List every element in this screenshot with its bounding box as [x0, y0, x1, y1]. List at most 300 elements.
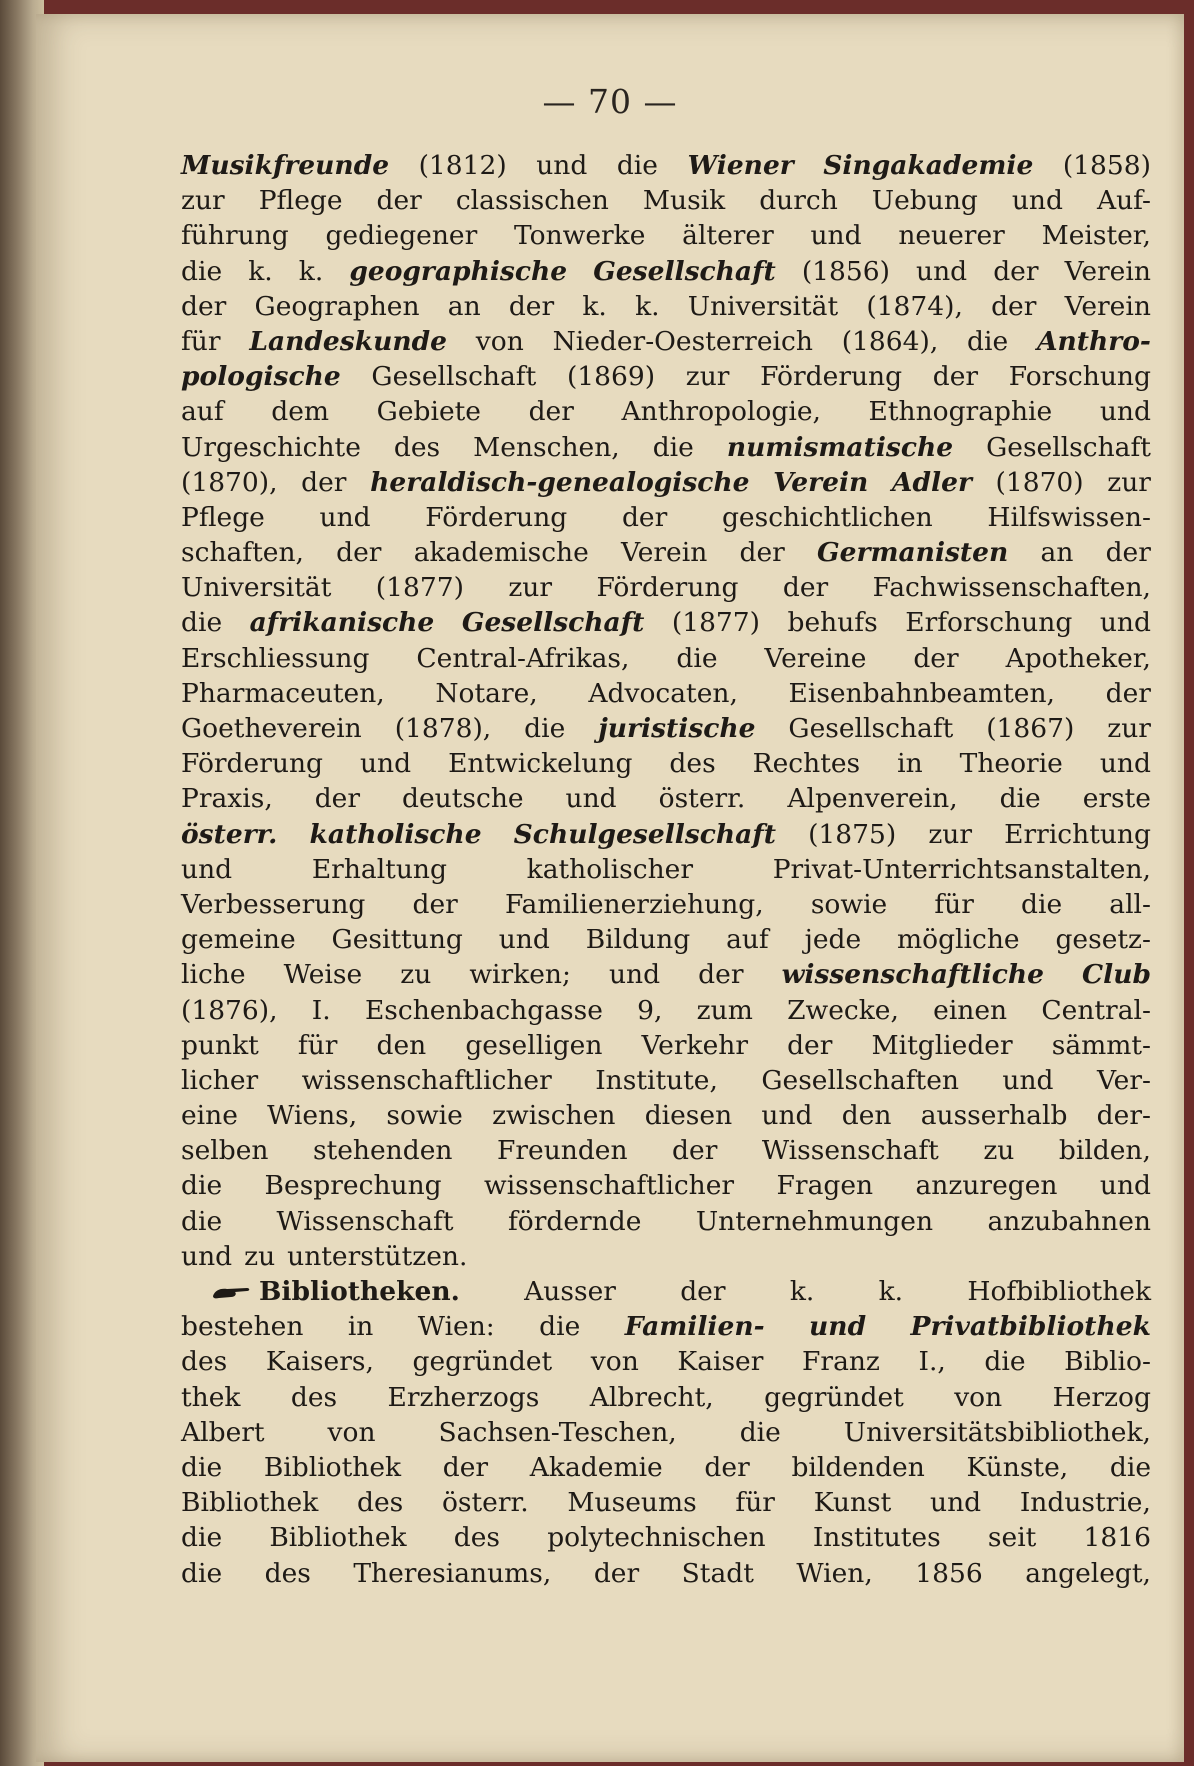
word: Fragen: [776, 1170, 874, 1202]
word: Forschung: [1008, 361, 1151, 393]
word: die: [739, 1416, 781, 1448]
word: Errichtung: [1004, 818, 1151, 850]
word: Industrie,: [1019, 1487, 1151, 1519]
word: der: [376, 185, 422, 217]
word: österr.: [658, 783, 746, 815]
text-line: [181, 1204, 1151, 1239]
word: die: [652, 431, 694, 463]
word: (1858): [1062, 150, 1151, 181]
word: Gesellschaft: [986, 431, 1151, 463]
word: gemeine: [181, 924, 296, 956]
word: Nieder-Oesterreich: [552, 325, 813, 357]
word: der: [301, 466, 347, 498]
word: zur: [1107, 713, 1151, 744]
word: den: [841, 1100, 892, 1132]
word: Advocaten,: [588, 677, 738, 709]
word: punkt: [181, 1029, 259, 1061]
word: zu: [983, 1135, 1015, 1167]
word: Pflege: [181, 501, 265, 533]
word: (1877): [375, 572, 464, 604]
text-line: [181, 852, 1151, 887]
word: unterstützen.: [287, 1240, 468, 1272]
word: Bildung: [585, 924, 691, 956]
text-line: [181, 1520, 1151, 1555]
word: und: [608, 959, 661, 991]
text-line: [181, 218, 1151, 253]
word: (1867): [986, 713, 1075, 744]
word: ausserhalb: [920, 1100, 1068, 1132]
word: Theorie: [959, 748, 1063, 780]
word: und: [930, 1487, 982, 1519]
word: Hofbibliothek: [967, 1276, 1151, 1307]
word: der: [1105, 677, 1151, 709]
word: Pharmaceuten,: [181, 677, 385, 709]
word: der: [787, 1029, 833, 1061]
word: Institutes: [812, 1522, 941, 1554]
word: Wien,: [796, 1557, 873, 1589]
word: der: [932, 361, 979, 393]
word: Kaisers,: [265, 1346, 374, 1378]
word: Freunden: [496, 1135, 628, 1167]
text-line: [181, 605, 1151, 640]
word: stehenden: [312, 1135, 453, 1167]
word: Uebung: [871, 185, 978, 217]
word: von: [954, 1381, 1003, 1413]
word: juristische: [598, 713, 756, 744]
word: 9,: [637, 994, 663, 1026]
word: Wien:: [417, 1311, 495, 1343]
word: und: [810, 220, 862, 252]
word: Wiener: [687, 150, 794, 181]
word: Urgeschichte: [181, 431, 361, 463]
text-line: [181, 746, 1151, 781]
text-line: [181, 1133, 1151, 1168]
word: gegründet: [764, 1381, 904, 1413]
word: jede: [804, 924, 862, 956]
text-line: [181, 1309, 1151, 1344]
word: numismatische: [726, 431, 954, 463]
text-line: [181, 641, 1151, 676]
text-line: [181, 676, 1151, 711]
word: Gesellschaft: [461, 607, 645, 639]
word: die: [999, 783, 1041, 815]
word: die: [1021, 888, 1063, 920]
word: Familien-: [624, 1311, 765, 1343]
word: Hilfswissen-: [987, 501, 1151, 533]
word: und: [1002, 1064, 1054, 1096]
word: I.: [311, 994, 331, 1026]
word: thek: [181, 1381, 241, 1413]
word: Wissenschaft: [276, 1205, 454, 1237]
word: Gesittung: [331, 924, 463, 956]
word: Pflege: [258, 185, 343, 217]
word: für: [934, 888, 974, 920]
text-line: [181, 781, 1151, 816]
word: erste: [1082, 783, 1151, 815]
word: Ver-: [1096, 1064, 1151, 1096]
word: katholische: [309, 818, 482, 850]
word: Praxis,: [181, 783, 273, 815]
word: heraldisch-genealogische: [370, 466, 750, 498]
word: Herzog: [1052, 1381, 1151, 1413]
word: schaften,: [181, 537, 304, 569]
word: afrikanische: [249, 607, 435, 639]
word: Privatbibliothek: [910, 1311, 1151, 1343]
word: und: [181, 1240, 233, 1272]
word: (1870): [995, 466, 1084, 498]
word: licher: [181, 1064, 259, 1096]
word: Verein: [621, 537, 708, 569]
word: Erzherzogs: [387, 1381, 540, 1413]
word: in: [347, 1311, 374, 1343]
word: die: [181, 607, 223, 639]
word: wissenschaftlicher: [484, 1170, 735, 1202]
word: Landeskunde: [249, 325, 447, 357]
word: den: [376, 1029, 427, 1061]
word: Notare,: [435, 677, 538, 709]
word: Wissenschaft: [761, 1135, 939, 1167]
word: und: [565, 783, 617, 815]
word: der: [528, 396, 574, 428]
word: die: [539, 1311, 581, 1343]
word: für: [735, 1487, 775, 1519]
word: Verbesserung: [181, 888, 366, 920]
word: I.,: [918, 1346, 946, 1378]
word: anzuregen: [915, 1170, 1058, 1202]
word: liche: [181, 959, 246, 991]
word: der: [993, 255, 1039, 287]
word: Universitätsbibliothek,: [843, 1416, 1151, 1448]
word: zum: [696, 994, 753, 1026]
word: akademische: [413, 537, 589, 569]
word: Familienerziehung,: [504, 888, 764, 920]
word: deutsche: [402, 783, 524, 815]
text-line: [181, 183, 1151, 218]
word: Anthropologie,: [621, 396, 821, 428]
text-line: [181, 887, 1151, 922]
word: Institute,: [595, 1064, 718, 1096]
word: die: [524, 713, 566, 744]
word: Fachwissenschaften,: [872, 572, 1151, 604]
word: Central-Afrikas,: [416, 642, 630, 674]
word: für: [297, 1029, 338, 1061]
word: Verein: [1064, 255, 1151, 287]
text-line: [181, 1380, 1151, 1415]
word: Ausser: [524, 1276, 616, 1307]
word: Goetheverein: [181, 713, 362, 744]
word: polytechnischen: [547, 1522, 766, 1554]
word: der: [913, 642, 959, 674]
word: Weise: [283, 959, 363, 991]
word: Erforschung: [905, 607, 1073, 639]
word: bestehen: [181, 1311, 304, 1343]
word: (1876),: [181, 994, 278, 1026]
word: Museums: [567, 1487, 697, 1519]
word: geselligen: [465, 1029, 603, 1061]
word: Förderung: [425, 501, 568, 533]
word: der: [621, 501, 668, 533]
word: von: [475, 325, 524, 357]
word: wirken;: [469, 959, 571, 991]
word: Künste,: [966, 1451, 1069, 1483]
word: die: [181, 255, 223, 287]
word: und: [1099, 748, 1151, 780]
word: zur: [685, 361, 730, 393]
word: Kaiser: [677, 1346, 764, 1378]
text-line: [181, 957, 1151, 992]
word: Meister,: [1041, 220, 1151, 252]
word: Menschen,: [473, 431, 620, 463]
section-heading-text: Bibliotheken.: [259, 1276, 460, 1307]
word: der: [704, 1451, 750, 1483]
word: die: [181, 1451, 223, 1483]
word: Tonwerke: [514, 220, 646, 252]
word: Albert: [181, 1416, 265, 1448]
word: (1877): [671, 607, 760, 639]
word: der: [680, 1276, 726, 1307]
word: der: [181, 290, 227, 322]
word: Förderung: [760, 361, 903, 393]
text-line: [181, 148, 1151, 183]
word: des: [357, 1487, 404, 1519]
text-line: [181, 1485, 1151, 1520]
word: (1875): [808, 818, 897, 850]
word: österr.: [441, 1487, 529, 1519]
word: von: [590, 1346, 639, 1378]
text-line: [181, 570, 1151, 605]
word: Verein: [1064, 290, 1151, 322]
word: die: [181, 1170, 223, 1202]
word: Wiens,: [267, 1100, 358, 1132]
word: und: [1011, 185, 1063, 217]
word: Förderung: [181, 748, 323, 780]
word: k.: [248, 255, 273, 287]
word: der: [508, 290, 555, 322]
word: der: [336, 537, 382, 569]
word: angelegt,: [1025, 1557, 1151, 1589]
word: des: [181, 1346, 228, 1378]
word: und: [498, 924, 550, 956]
word: (1869): [566, 361, 656, 393]
word: bildenden: [791, 1451, 925, 1483]
word: der: [314, 783, 361, 815]
word: und: [1099, 1170, 1151, 1202]
word: der: [672, 1135, 718, 1167]
word: neuerer: [898, 220, 1005, 252]
word: Musik: [642, 185, 726, 217]
word: des: [393, 431, 441, 463]
word: der: [698, 959, 744, 991]
word: und: [809, 1311, 867, 1343]
word: diesen: [644, 1100, 733, 1132]
word: sowie: [810, 888, 888, 920]
word: zu: [400, 959, 432, 991]
word: Universität: [687, 290, 839, 322]
word: zur: [508, 572, 553, 604]
word: gediegener: [325, 220, 478, 252]
section-heading-line: [181, 1274, 1151, 1309]
word: anzubahnen: [987, 1205, 1151, 1237]
word: Club: [1082, 959, 1151, 991]
word: Verkehr: [641, 1029, 748, 1061]
word: Anthro-: [1036, 325, 1151, 357]
word: der-: [1096, 1100, 1151, 1132]
word: Vereine: [764, 642, 867, 674]
word: des: [453, 1522, 501, 1554]
text-line: [181, 359, 1151, 394]
word: zur: [181, 185, 225, 217]
word: geographische: [349, 255, 568, 287]
word: Verein: [773, 466, 869, 498]
text-line: [181, 993, 1151, 1028]
word: Besprechung: [264, 1170, 442, 1202]
word: die: [181, 1557, 223, 1589]
word: die: [676, 642, 718, 674]
word: Universität: [181, 572, 332, 604]
word: (1864),: [841, 325, 939, 357]
word: in: [897, 748, 923, 780]
word: k.: [878, 1276, 904, 1307]
text-line: [181, 394, 1151, 429]
word: Kunst: [813, 1487, 892, 1519]
text-line: [181, 1239, 1151, 1274]
word: Eschenbachgasse: [364, 994, 603, 1026]
word: k.: [582, 290, 607, 322]
word: zur: [928, 818, 973, 850]
word: des: [290, 1381, 338, 1413]
page-number: — 70 —: [542, 82, 678, 121]
word: Gesellschaft: [788, 713, 954, 744]
word: älterer: [682, 220, 774, 252]
text-line: [181, 1344, 1151, 1379]
word: Central-: [1041, 994, 1151, 1026]
word: seit: [987, 1522, 1037, 1554]
book-page: [36, 14, 1184, 1762]
word: selben: [181, 1135, 269, 1167]
word: einen: [933, 994, 1008, 1026]
text-line: [181, 465, 1151, 500]
word: pologische: [181, 361, 341, 393]
word: Geographen: [254, 290, 420, 322]
word: an: [1040, 537, 1074, 569]
word: des: [669, 748, 716, 780]
word: Bibliothek: [263, 1451, 402, 1483]
word: und: [1099, 396, 1151, 428]
word: gegründet: [412, 1346, 553, 1378]
text-line: [181, 1063, 1151, 1098]
word: Biblio-: [1064, 1346, 1151, 1378]
section-heading: [181, 1274, 460, 1309]
text-line: [181, 254, 1151, 289]
word: Franz: [802, 1346, 880, 1378]
word: Albrecht,: [589, 1381, 714, 1413]
word: Erschliessung: [181, 642, 370, 674]
word: für: [181, 325, 221, 357]
word: Singakademie: [823, 150, 1034, 181]
word: classischen: [455, 185, 609, 217]
word: wissenschaftliche: [781, 959, 1044, 991]
word: und: [181, 853, 233, 885]
word: und: [319, 501, 371, 533]
word: auf: [726, 924, 769, 956]
word: der: [412, 888, 458, 920]
word: all-: [1109, 888, 1151, 920]
text-line: [181, 1098, 1151, 1133]
pointing-hand-icon: [211, 1282, 251, 1302]
word: die: [181, 1205, 223, 1237]
word: der: [442, 1451, 489, 1483]
text-line: [181, 500, 1151, 535]
word: der: [593, 1557, 640, 1589]
word: Ethnographie: [868, 396, 1053, 428]
word: Akademie: [529, 1451, 663, 1483]
word: die: [967, 325, 1009, 357]
word: der: [1105, 537, 1151, 569]
text-line: [181, 1556, 1151, 1591]
word: Gesellschaft: [371, 361, 537, 393]
text-line: [181, 711, 1151, 746]
word: k.: [635, 290, 660, 322]
word: mögliche: [897, 924, 1020, 956]
word: (1874),: [866, 290, 963, 322]
word: der: [782, 572, 829, 604]
word: sämmt-: [1051, 1029, 1151, 1061]
word: Stadt: [681, 1557, 754, 1589]
word: und: [916, 255, 968, 287]
word: Theresianums,: [353, 1557, 552, 1589]
word: bilden,: [1058, 1135, 1151, 1167]
word: Zwecke,: [787, 994, 899, 1026]
word: an: [447, 290, 481, 322]
word: zur: [1107, 466, 1151, 498]
word: wissenschaftlicher: [301, 1064, 552, 1096]
word: Bibliothek: [181, 1487, 319, 1519]
word: Bibliothek: [269, 1522, 407, 1554]
word: und: [359, 748, 412, 780]
word: 1856: [915, 1557, 983, 1589]
word: Sachsen-Teschen,: [438, 1416, 677, 1448]
word: die: [1109, 1451, 1151, 1483]
text-line: [181, 324, 1151, 359]
word: Eisenbahnbeamten,: [788, 677, 1055, 709]
word: Gesellschaften: [761, 1064, 959, 1096]
text-line: [181, 430, 1151, 465]
word: Rechtes: [752, 748, 861, 780]
word: zu: [244, 1240, 276, 1272]
word: (1812): [418, 150, 507, 181]
text-line: [181, 535, 1151, 570]
text-line: [181, 1415, 1151, 1450]
text-line: [181, 1168, 1151, 1203]
word: führung: [181, 220, 289, 252]
text-line: [181, 1450, 1151, 1485]
word: 1816: [1083, 1522, 1151, 1554]
word: Musikfreunde: [181, 150, 390, 181]
word: Germanisten: [817, 537, 1009, 569]
word: behufs: [787, 607, 878, 639]
word: von: [327, 1416, 376, 1448]
word: eine: [181, 1100, 238, 1132]
word: Privat-Unterrichtsanstalten,: [772, 853, 1151, 885]
text-line: [181, 289, 1151, 324]
word: Entwickelung: [448, 748, 633, 780]
word: geschichtlichen: [721, 501, 933, 533]
word: Alpenverein,: [787, 783, 958, 815]
word: auf: [181, 396, 224, 428]
word: die: [984, 1346, 1026, 1378]
word: und: [536, 150, 588, 181]
word: dem: [271, 396, 330, 428]
